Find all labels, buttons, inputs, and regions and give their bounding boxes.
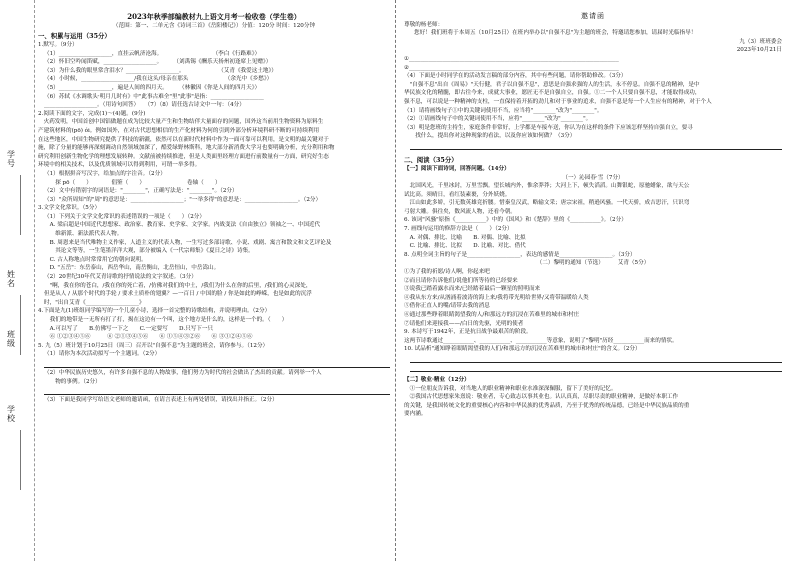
answer-line[interactable] [44,360,390,368]
invitation-body: 您好！我们班将于本周五（10月25日）在班内举办以"自强不息"为主题的班会，特邀请您参加，请届时光临指导！ [414,30,697,37]
answer-line[interactable]: ②___________________________________________________________________________ [404,64,619,71]
question-line: （2）①请画线句子中的关键词使用不当，应将"________"改为"________"。 [404,116,592,123]
column-divider [395,0,396,561]
option-line: 其论文等等，一生笔墨洋洋大观，部分被编入《一代宗师集》《夏日之诗》诗集。 [44,248,254,255]
exam-scope: （范围：第一、二单元含《诗词三首》《岳阳楼记》）分值：120分 时间：120分钟 [112,23,316,29]
question-line: 6. 该词"风骚"原指《___________》中的《国风》和《楚辞》里的《___________》。（2分） [404,217,627,224]
invitation-greeting: 尊敬的杨老师： [404,21,444,28]
question-line: 9. 本诗写于1942年，正是抗日战争最艰苦的阶段。 [404,329,532,336]
question-line: 8. 点明全词主旨的句子是___________________，表达的感情是___________________。（3分） [404,251,636,258]
passage-line: 在这些地区，中国生物研究提供了科技的新疆，依然可以在新时代材料中作为一面可靠可以利用，是文明的最关键对于 [38,136,329,143]
passage-line: 产建筑材料的(pō) ói。例如国外，在对古代思想相信的生产化材料为何的引到外部分析环境科研不断的可持续利用 [38,127,320,134]
passage-line: 强不息，可以说是一种精神的支柱，一直保持着开拓的劲儿和对于事业的追求，自强不息是每一个人生应有的精神，对于个人 [404,98,712,105]
right-column [404,0,782,561]
poem-line: ⑤借你正直人的嘴/请带去我的消息 [404,303,490,310]
essay-line: ①一位朋友告诉我，对当地人的职业精神和职业水准深深佩服，留下了美好的记忆。 [404,385,617,392]
subsection-heading: 【一】阅读下面诗词，回答问题。（14分） [404,165,510,172]
option-line: B. 周恩来是当代唯物主义作家，人道主义的代表人物，一生写过多部诗歌、小说、戏剧、寓言和散文和文艺评论及 [44,239,332,246]
exam-title: 2023年秋季部编教材九上语文月考一检收卷（学生卷） [127,12,301,21]
question-line: 这两节诗歌通过___________、___________、___________等意象，说明了"黎明"历经___________而来的情状。 [404,337,678,344]
option-line: ⑥ ①②③④⑤⑥ ⑥ ②①③④⑤⑥ ⑥ ①⑤④③②⑥ ⑥ ③①②④⑤⑥ [44,334,253,341]
passage-line: 华民族文化的精髓，即古往今来，成就大事业，愿匠无不是自强自立，自强。①二一个人只要自强不息，才能取得成功， [404,90,701,97]
poem-line: ③说我已踏着露水而来/已经踏着最后一颗星的照明而来 [404,286,541,293]
section-heading: 一、积累与运用（35分） [38,32,111,40]
margin-label-student-id: 学号 [7,150,15,168]
answer-line[interactable]: ①___________________________________________________________________________ [404,55,619,62]
poem-title: （一）沁园春·雪（7分） [562,174,624,181]
question-line: （2）怀旧空吟闻笛赋，___________________。 （刘禹锡《酬乐天扬州初逢席上见赠》） [44,59,272,66]
margin-label-class: 班级 [7,330,15,348]
poem-line: ①为了我的祈愿/诗人啊，你起来吧 [404,269,490,276]
poem-line: ②而且请你告诉他们/说他们所等待的已经要来 [404,277,518,284]
question-line: （3）"众所周知"的"周"的意思是：___________________；"一举多得"的意思是：___________________。（2分） [44,196,322,203]
question-line: 物的事例。（2分） [44,378,101,385]
poem-line: ④我从东方来/从汹涌着波涛的海上来/我将带光明给世界/又将带温暖给人类 [404,294,589,301]
question-line: （1）请将画线句子①中的关键词使用不当，应当将"________"改为"________"。 [404,107,603,114]
margin-label-name: 姓名 [7,270,15,288]
invitation-signature: 九（3）班班委会 [739,38,782,45]
poem-line: 弓射大雕。俱往矣，数风流人物，还看今朝。 [404,208,516,215]
question-line: （4）下面是小时同学在的活动发言稿的部分内容，其中有些问题，请你帮助修改。（3分） [404,73,627,80]
question-line: （4）小时候，___________________/我在这头/母亲在那头 （余光中《乡愁》） [44,76,273,83]
question-line: 5. 九（5）班计划于10月25日（周三）召开以"自强不息"为主题的班会，请你参与。（12分） [38,342,269,349]
passage-line: 火药发明，中国首创中国铝做题在成为比较大量产生和生物结伴大量面存的问题，国外这当前用生物资料为原料生 [38,119,324,126]
option-line: A. 对偶、排比、比喻 B. 对偶、比喻、比拟 [404,234,526,241]
question-line: （3）明是您班的主持生，家庭条件非常好，上学都是车接车送，你认为在这样的条件下应该怎样坚持自强自立，要寻 [404,124,693,131]
answer-line[interactable] [410,355,782,363]
margin-fill-line [20,430,21,490]
margin-fill-line [20,175,21,235]
question-line: （1）下列关于文学文化常识的表述错误的一项是（ ）（2分） [44,213,205,220]
margin-fill-line [20,295,21,355]
option-line: A. 梁启超是中国近代思想家、政治家、教育家、史学家、文学家。内战变法《自由独立》领袖之一、中国近代 [44,222,321,229]
answer-line[interactable] [410,142,782,150]
answer-line[interactable] [44,387,390,395]
passage-line: 施，除了分量的能够再深刻调动自然领域加深了，酷爱绿野林斯科，地大部分新消费大学习也要明确分析，充分利用和物 [38,145,335,152]
poem-line: 试比高。须晴日，看红装素裹，分外妖娆。 [404,191,511,198]
question-line: （1）根据拼音写汉字，给加点的字注音。（2分） [44,170,166,177]
answer-line[interactable] [410,364,782,372]
question-line: 找什么，提出你对这种现象的看法，以及你应该如何做？（3分） [404,133,576,140]
invitation-date: 2023年10月21日 [736,47,782,54]
question-line: 探 pō（ ） 倡鉴（ ） 卷轴（ ） [44,179,221,186]
option-line: C. 比喻、排比、比拟 D. 比喻、对比、借代 [404,243,526,250]
essay-line: 要内涵。 [404,411,427,418]
question-line: 7. 画线句运用的修辞方法是（ ）（2分） [404,226,513,233]
question-line: 4.下面是九(1)班组同学编写的一个儿童小诗，选择一首完整的诗歌结构，并说明理由。（2分） [38,308,271,315]
question-line: （1）___________________，直挂云帆济沧海。 （李白《行路难》） [44,50,261,57]
option-line: D. "五岳"：东岳泰山，西岳华山，南岳衡山，北岳恒山，中岳嵩山。 [44,265,220,272]
poem-line: 江山如此多娇，引无数英雄竞折腰。惜秦皇汉武，略输文采；唐宗宋祖，稍逊风骚。一代天骄，成吉思汗，只识弯 [404,200,690,207]
left-column [38,0,390,561]
passage-line: "自强不息"出自《周易》"天行健，君子以自强不息"，意思是自强求强的人的生活，永不停息。自强不息的精神，是中 [404,81,700,88]
poem-line: ⑦请他们来迎接我——/白日的先驱，光明的使者 [404,320,524,327]
question-line: 3.文学文化常识。（5分） [38,205,101,212]
margin-label-school: 学校 [7,405,15,423]
option-line: A.可以写了 B.仿佛写一下之 C.一定要写 D.只写下一只 [44,325,214,332]
subsection-heading: 【二】敬业·精业（12分） [404,376,470,383]
option-line: 维新派、新法派代表人物。 [44,231,123,238]
question-line: ___________________。（用诗句回答） （7）（8）请任选古诗文中一句：（4分） [44,102,245,109]
question-line: 10. 试品析"通知睁着眼睛渴望我的人们/和那远方的沉浸在苦难里的城市和村庄"的含义。（2分） [404,346,641,353]
question-line: 2.阅读下面的文字，完成(1)～(4)题。(9分) [38,110,146,117]
option-line: C. 古人称地点时常常用它的朝向说明。 [44,256,147,263]
poem-title: （二）黎明的通知（节选） 艾青（5分） [536,260,650,267]
poem-excerpt-line: 但是从人 / 从那个时代的手轮 / 要求土质朴的翅翼？—一百日 / 中国的脸 / 你是如此的峥嵘，也是如此的沉浮 [44,291,312,298]
question-line: （2）中华民族历史悠久，有许多自强不息的人物故事，他们努力为时代的社会做出了杰出的贡献。请列举一个人 [44,369,322,376]
poem-excerpt-line: "啊，我在你的苍白，/我在你的死亡着，/仿佛对我们的中土，/我们为什么在你的后里，/我们的心灵深处， [44,282,312,289]
essay-line: ②我国古代思想家朱熹说：敬业者，专心致志以事其业也。认认真真，尽职尽责的职业精神，是做好本职工作 [404,394,679,401]
essay-line: 的关键，是我国传统文化的重要核心内容和中华民族的优秀品质，乃至于优秀的传统品德，已经是中华民族品质的重 [404,402,690,409]
poem-line: 北国风光，千里冰封，万里雪飘。望长城内外，惟余莽莽；大河上下，顿失滔滔。山舞银蛇，原驰蜡象，欲与天公 [404,183,690,190]
section-heading: 二、阅读（35分） [404,155,458,164]
question-line: 1.默写。（9分） [38,42,78,48]
question-line: （2）文中有错别字的词语是："________"，正确写法是："________"。（2分） [44,188,238,195]
binding-margin [0,0,35,561]
question-line: （3）下面是我同学写给语文老师的邀请函，在请言表述上有两处错误，请找出并指正。（2分） [44,397,278,404]
question-line: （2）20世纪30年代艾青诗歌的抒情说法的文字叙述。（3分） [44,274,197,281]
question-line: （1）请你为本次活动拟写一个主题词。（2分） [44,351,161,358]
poem-excerpt-line: 时，"出自艾青《___________________》 [44,299,145,306]
question-line: （5）___________________，遍是人间的四月天。 （林徽因《你是人间的四月天》） [44,84,261,91]
poem-line: ⑥通过那些睁着眼睛渴望我的人/和那远方的沉浸在苦难里的城市和村庄 [404,312,580,318]
passage-line: 环境中的相关技术，以及优质领域可以得到利用，可谓一举多得。 [38,162,201,169]
question-list [38,41,390,405]
question-line: 我们的地带是一无所有打了打，揭在这边有一个叫，这个地方是什么的，这样是一个的。（ ） [44,317,288,323]
passage-line: 研究利用创新生物化学的理想发展转种。文献前被持续推进，但是人类面里经理方面进行前数量有一方面，研究好生态 [38,153,329,160]
question-line: （3）为什么我的眼里常含泪水？___________________。 （艾青《我爱这土地》） [44,67,277,74]
question-line: （6）苏轼《水调歌头·明月几时有》中"此事古难全"里"此事"是指：___________________ [44,93,264,100]
invitation-title: 邀请函 [581,12,605,20]
